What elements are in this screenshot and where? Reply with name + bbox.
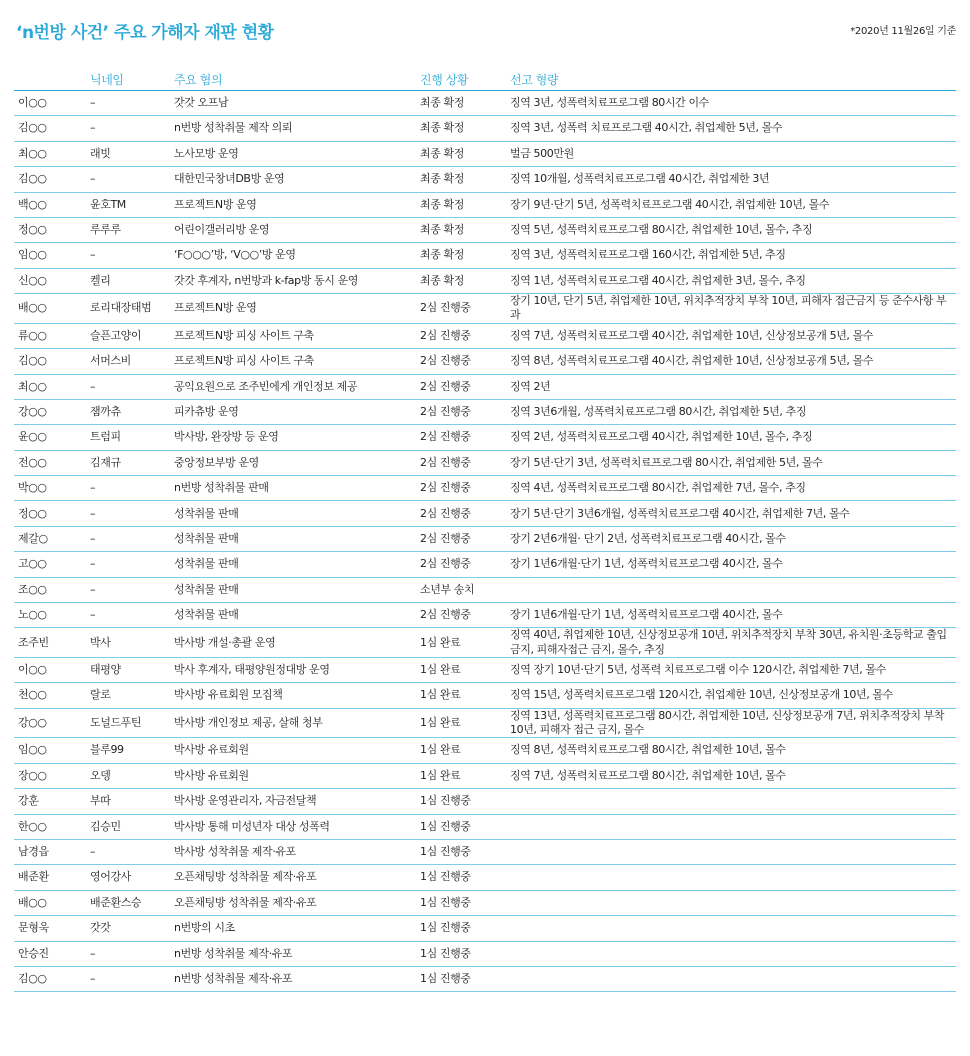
sentence — [506, 916, 956, 941]
sentence: 장기 1년6개월·단기 1년, 성폭력치료프로그램 40시간, 몰수 — [506, 603, 956, 628]
charge: n번방 성착취물 판매 — [170, 476, 416, 501]
defendant-name: 김○○ — [14, 349, 86, 374]
charge: 박사방 통해 미성년자 대상 성폭력 — [170, 814, 416, 839]
sentence: 징역 1년, 성폭력치료프로그램 40시간, 취업제한 3년, 몰수, 추징 — [506, 268, 956, 293]
sentence: 징역 7년, 성폭력치료프로그램 80시간, 취업제한 10년, 몰수 — [506, 763, 956, 788]
trial-status: 1심 완료 — [416, 738, 506, 763]
defendant-name: 최○○ — [14, 374, 86, 399]
table-row — [14, 683, 956, 708]
nickname: 랄로 — [86, 683, 170, 708]
header-sentence: 선고 형량 — [506, 68, 956, 91]
defendant-name: 남경읍 — [14, 839, 86, 864]
trial-status: 1심 진행중 — [416, 916, 506, 941]
defendant-name: 정○○ — [14, 501, 86, 526]
sentence: 벌금 500만원 — [506, 141, 956, 166]
defendant-name: 강훈 — [14, 789, 86, 814]
table-row — [14, 814, 956, 839]
header-status: 진행 상황 — [416, 68, 506, 91]
table-row — [14, 501, 956, 526]
defendant-name: 안승진 — [14, 941, 86, 966]
trial-status: 2심 진행중 — [416, 349, 506, 374]
nickname: – — [86, 116, 170, 141]
trial-status: 2심 진행중 — [416, 476, 506, 501]
table-row — [14, 708, 956, 738]
nickname: 김재규 — [86, 450, 170, 475]
nickname: – — [86, 243, 170, 268]
trial-status: 1심 진행중 — [416, 966, 506, 991]
table-row — [14, 217, 956, 242]
trial-status: 2심 진행중 — [416, 323, 506, 348]
sentence: 장기 2년6개월· 단기 2년, 성폭력치료프로그램 40시간, 몰수 — [506, 526, 956, 551]
charge: 어린이갤러리방 운영 — [170, 217, 416, 242]
nickname: 윤호TM — [86, 192, 170, 217]
nickname: – — [86, 501, 170, 526]
trial-status: 2심 진행중 — [416, 603, 506, 628]
nickname: 배준환스승 — [86, 890, 170, 915]
charge: 박사방 성착취물 제작·유포 — [170, 839, 416, 864]
nickname: 트럼피 — [86, 425, 170, 450]
sentence — [506, 577, 956, 602]
charge: 노사모방 운영 — [170, 141, 416, 166]
nickname: 영어강사 — [86, 865, 170, 890]
nickname: 갓갓 — [86, 916, 170, 941]
charge: 공익요원으로 조주빈에게 개인정보 제공 — [170, 374, 416, 399]
defendant-name: 최○○ — [14, 141, 86, 166]
charge: 박사방 유료회원 — [170, 738, 416, 763]
defendant-name: 배준환 — [14, 865, 86, 890]
charge: 오픈채팅방 성착취물 제작·유포 — [170, 865, 416, 890]
table-row — [14, 141, 956, 166]
trial-status: 1심 진행중 — [416, 814, 506, 839]
charge: n번방의 시초 — [170, 916, 416, 941]
header-nickname: 닉네임 — [86, 68, 170, 91]
nickname: – — [86, 603, 170, 628]
defendant-name: 전○○ — [14, 450, 86, 475]
nickname: 블루99 — [86, 738, 170, 763]
sentence: 징역 2년 — [506, 374, 956, 399]
defendant-name: 정○○ — [14, 217, 86, 242]
charge: 성착취물 판매 — [170, 526, 416, 551]
sentence: 징역 4년, 성폭력치료프로그램 80시간, 취업제한 7년, 몰수, 추징 — [506, 476, 956, 501]
sentence — [506, 839, 956, 864]
defendant-name: 한○○ — [14, 814, 86, 839]
sentence: 징역 7년, 성폭력치료프로그램 40시간, 취업제한 10년, 신상정보공개 5년, 몰수 — [506, 323, 956, 348]
defendant-name: 김○○ — [14, 167, 86, 192]
charge: 대한민국창녀DB방 운영 — [170, 167, 416, 192]
defendant-name: 김○○ — [14, 116, 86, 141]
trial-status: 2심 진행중 — [416, 399, 506, 424]
sentence — [506, 865, 956, 890]
nickname: – — [86, 526, 170, 551]
nickname: – — [86, 91, 170, 116]
trial-status: 2심 진행중 — [416, 526, 506, 551]
header-row — [14, 68, 956, 91]
trial-status: 1심 진행중 — [416, 789, 506, 814]
table-row — [14, 450, 956, 475]
defendant-name: 윤○○ — [14, 425, 86, 450]
sentence: 장기 5년·단기 3년, 성폭력치료프로그램 80시간, 취업제한 5년, 몰수 — [506, 450, 956, 475]
defendant-name: 김○○ — [14, 966, 86, 991]
table-row — [14, 577, 956, 602]
nickname: 부따 — [86, 789, 170, 814]
charge: 프로젝트N방 운영 — [170, 192, 416, 217]
nickname: – — [86, 167, 170, 192]
nickname: – — [86, 577, 170, 602]
nickname: – — [86, 839, 170, 864]
nickname: 로리대장태범 — [86, 294, 170, 324]
trial-status: 1심 완료 — [416, 708, 506, 738]
defendant-name: 박○○ — [14, 476, 86, 501]
sentence: 징역 2년, 성폭력치료프로그램 40시간, 취업제한 10년, 몰수, 추징 — [506, 425, 956, 450]
trial-status: 2심 진행중 — [416, 552, 506, 577]
sentence — [506, 890, 956, 915]
table-row — [14, 603, 956, 628]
table-row — [14, 399, 956, 424]
nickname: 오뎅 — [86, 763, 170, 788]
table-row — [14, 192, 956, 217]
table-row — [14, 91, 956, 116]
table-row — [14, 966, 956, 991]
sentence: 징역 3년6개월, 성폭력치료프로그램 80시간, 취업제한 5년, 추징 — [506, 399, 956, 424]
defendant-name: 장○○ — [14, 763, 86, 788]
charge: 박사방 유료회원 — [170, 763, 416, 788]
trial-status: 1심 완료 — [416, 658, 506, 683]
charge: 박사방 개설·총괄 운영 — [170, 628, 416, 658]
table-row — [14, 374, 956, 399]
sentence: 징역 40년, 취업제한 10년, 신상정보공개 10년, 위치추적장치 부착 30년, 유치원·초등학교 출입 금지, 피해자접근 금지, 몰수, 추징 — [506, 628, 956, 658]
sentence: 징역 3년, 성폭력치료프로그램 80시간 이수 — [506, 91, 956, 116]
sentence — [506, 814, 956, 839]
trial-status: 최종 확정 — [416, 116, 506, 141]
table-row — [14, 294, 956, 324]
table-row — [14, 349, 956, 374]
trial-status: 2심 진행중 — [416, 450, 506, 475]
defendant-name: 백○○ — [14, 192, 86, 217]
defendant-name: 임○○ — [14, 738, 86, 763]
table-row — [14, 839, 956, 864]
charge: 갓갓 후계자, n번방과 k-fap방 동시 운영 — [170, 268, 416, 293]
trial-status: 1심 완료 — [416, 628, 506, 658]
defendant-name: 배○○ — [14, 294, 86, 324]
sentence: 징역 8년, 성폭력치료프로그램 40시간, 취업제한 10년, 신상정보공개 5년, 몰수 — [506, 349, 956, 374]
table-row — [14, 890, 956, 915]
sentence — [506, 789, 956, 814]
header-name — [14, 68, 86, 91]
sentence — [506, 941, 956, 966]
charge: 오픈채팅방 성착취물 제작·유포 — [170, 890, 416, 915]
charge: 중앙정보부방 운영 — [170, 450, 416, 475]
table-row — [14, 916, 956, 941]
trial-status: 최종 확정 — [416, 268, 506, 293]
trial-status: 1심 진행중 — [416, 839, 506, 864]
charge: n번방 성착취물 제작·유포 — [170, 941, 416, 966]
charge: n번방 성착취물 제작 의뢰 — [170, 116, 416, 141]
defendant-name: 임○○ — [14, 243, 86, 268]
nickname: – — [86, 476, 170, 501]
defendant-name: 신○○ — [14, 268, 86, 293]
sentence: 장기 9년·단기 5년, 성폭력치료프로그램 40시간, 취업제한 10년, 몰수 — [506, 192, 956, 217]
sentence: 장기 10년, 단기 5년, 취업제한 10년, 위치추적장치 부착 10년, 피해자 접근금지 등 준수사항 부과 — [506, 294, 956, 324]
charge: n번방 성착취물 제작·유포 — [170, 966, 416, 991]
sentence: 징역 10개월, 성폭력치료프로그램 40시간, 취업제한 3년 — [506, 167, 956, 192]
charge: 프로젝트N방 운영 — [170, 294, 416, 324]
sentence: 징역 8년, 성폭력치료프로그램 80시간, 취업제한 10년, 몰수 — [506, 738, 956, 763]
table-row — [14, 167, 956, 192]
nickname: – — [86, 966, 170, 991]
table-row — [14, 941, 956, 966]
trial-status: 소년부 송치 — [416, 577, 506, 602]
charge: 프로젝트N방 피싱 사이트 구축 — [170, 323, 416, 348]
trial-status: 1심 진행중 — [416, 865, 506, 890]
nickname: – — [86, 941, 170, 966]
sentence: 징역 3년, 성폭력치료프로그램 160시간, 취업제한 5년, 추징 — [506, 243, 956, 268]
nickname: 서머스비 — [86, 349, 170, 374]
trial-status: 최종 확정 — [416, 217, 506, 242]
nickname: 루루루 — [86, 217, 170, 242]
table-row — [14, 323, 956, 348]
nickname: 태평양 — [86, 658, 170, 683]
table-row — [14, 268, 956, 293]
charge: 박사방, 완장방 등 운영 — [170, 425, 416, 450]
defendant-name: 류○○ — [14, 323, 86, 348]
table-row — [14, 243, 956, 268]
defendant-name: 이○○ — [14, 91, 86, 116]
table-row — [14, 476, 956, 501]
sentence: 장기 1년6개월·단기 1년, 성폭력치료프로그램 40시간, 몰수 — [506, 552, 956, 577]
trial-status: 최종 확정 — [416, 243, 506, 268]
defendant-name: 조주빈 — [14, 628, 86, 658]
defendant-name: 강○○ — [14, 708, 86, 738]
sentence — [506, 966, 956, 991]
table-row — [14, 865, 956, 890]
table-row — [14, 628, 956, 658]
defendant-name: 강○○ — [14, 399, 86, 424]
sentence: 징역 13년, 성폭력치료프로그램 80시간, 취업제한 10년, 신상정보공개 7년, 위치추적장치 부착 10년, 피해자 접근 금지, 몰수 — [506, 708, 956, 738]
defendant-name: 천○○ — [14, 683, 86, 708]
table-row — [14, 425, 956, 450]
trial-status: 2심 진행중 — [416, 425, 506, 450]
charge: 성착취물 판매 — [170, 552, 416, 577]
trial-status: 2심 진행중 — [416, 374, 506, 399]
charge: 성착취물 판매 — [170, 501, 416, 526]
charge: 박사방 개인정보 제공, 살해 청부 — [170, 708, 416, 738]
table-row — [14, 526, 956, 551]
table-row — [14, 738, 956, 763]
trial-status: 최종 확정 — [416, 167, 506, 192]
page-title: ‘n번방 사건’ 주요 가해자 재판 현황 — [16, 23, 274, 43]
defendant-name: 고○○ — [14, 552, 86, 577]
nickname: 잼까츄 — [86, 399, 170, 424]
table-row — [14, 552, 956, 577]
defendant-name: 배○○ — [14, 890, 86, 915]
trial-status: 최종 확정 — [416, 192, 506, 217]
sentence: 장기 5년·단기 3년6개월, 성폭력치료프로그램 40시간, 취업제한 7년, 몰수 — [506, 501, 956, 526]
nickname: 김승민 — [86, 814, 170, 839]
trial-status: 최종 확정 — [416, 91, 506, 116]
nickname: – — [86, 552, 170, 577]
trial-status: 1심 완료 — [416, 683, 506, 708]
table-row — [14, 116, 956, 141]
charge: ‘F○○○’방, ‘V○○’방 운영 — [170, 243, 416, 268]
sentence: 징역 5년, 성폭력치료프로그램 80시간, 취업제한 10년, 몰수, 추징 — [506, 217, 956, 242]
charge: 성착취물 판매 — [170, 577, 416, 602]
nickname: 슬픈고양이 — [86, 323, 170, 348]
table-row — [14, 789, 956, 814]
defendant-name: 이○○ — [14, 658, 86, 683]
trial-status: 2심 진행중 — [416, 294, 506, 324]
charge: 갓갓 오프남 — [170, 91, 416, 116]
nickname: 박사 — [86, 628, 170, 658]
trial-status-table — [14, 68, 956, 992]
charge: 박사 후계자, 태평양원정대방 운영 — [170, 658, 416, 683]
charge: 프로젝트N방 피싱 사이트 구축 — [170, 349, 416, 374]
defendant-name: 제갈○ — [14, 526, 86, 551]
nickname: 래빗 — [86, 141, 170, 166]
nickname: – — [86, 374, 170, 399]
sentence: 징역 장기 10년·단기 5년, 성폭력 치료프로그램 이수 120시간, 취업제한 7년, 몰수 — [506, 658, 956, 683]
defendant-name: 조○○ — [14, 577, 86, 602]
charge: 성착취물 판매 — [170, 603, 416, 628]
defendant-name: 노○○ — [14, 603, 86, 628]
sentence: 징역 15년, 성폭력치료프로그램 120시간, 취업제한 10년, 신상정보공개 10년, 몰수 — [506, 683, 956, 708]
charge: 박사방 운영관리자, 자금전달책 — [170, 789, 416, 814]
trial-status: 2심 진행중 — [416, 501, 506, 526]
sentence: 징역 3년, 성폭력 치료프로그램 40시간, 취업제한 5년, 몰수 — [506, 116, 956, 141]
nickname: 켈리 — [86, 268, 170, 293]
header-charge: 주요 혐의 — [170, 68, 416, 91]
defendant-name: 문형욱 — [14, 916, 86, 941]
trial-status: 1심 진행중 — [416, 941, 506, 966]
nickname: 도널드푸틴 — [86, 708, 170, 738]
table-row — [14, 658, 956, 683]
charge: 박사방 유료회원 모집책 — [170, 683, 416, 708]
trial-status: 최종 확정 — [416, 141, 506, 166]
trial-status: 1심 완료 — [416, 763, 506, 788]
table-row — [14, 763, 956, 788]
trial-status: 1심 진행중 — [416, 890, 506, 915]
charge: 피카츄방 운영 — [170, 399, 416, 424]
date-note: *2020년 11월26일 기준 — [850, 26, 956, 37]
